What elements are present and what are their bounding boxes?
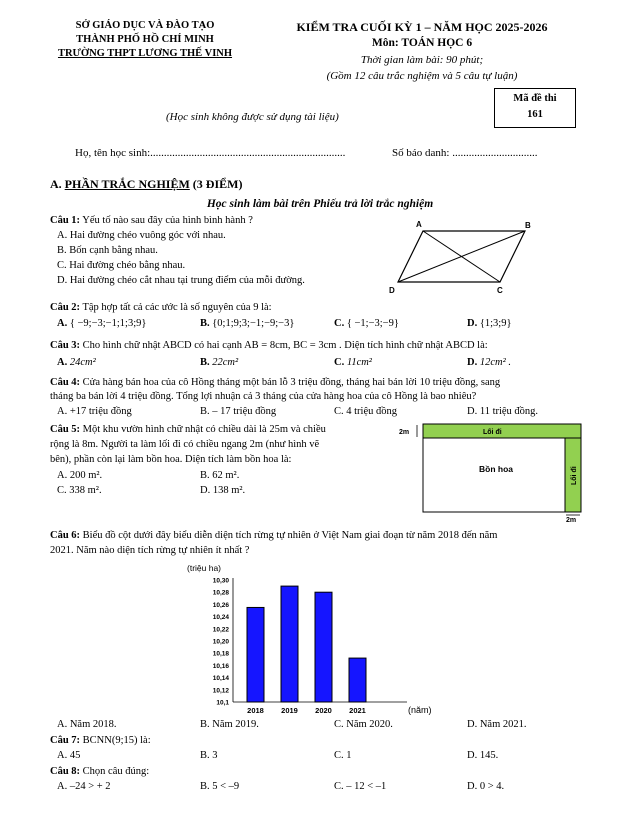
q4-option-d: D. 11 triệu đồng. [467,406,539,417]
q8-label: Câu 8: [50,766,81,777]
path-top-label: Lối đi [483,429,502,436]
city-name: THÀNH PHỐ HỒ CHÍ MINH [76,34,214,45]
q4-option-a: A. +17 triệu đồng [57,406,132,417]
q7-option-b: B. 3 [200,750,218,761]
chart-bar-2020 [315,592,332,702]
q2-option-a [57,318,146,329]
q1-label: Câu 1: [50,215,81,226]
q7-text: BCNN(9;15) là: [80,735,151,746]
q2-key-d: D. [467,318,478,329]
question-5 [50,424,326,435]
q8-option-c: C. – 12 < –1 [334,781,387,792]
q1-option-c: C. Hai đường chéo bằng nhau. [57,260,186,271]
section-instruction: Học sinh làm bài trên Phiếu trả lời trắc nghiệm [206,198,434,210]
chart-x-ticks [247,706,366,715]
q5-option-a: A. 200 m². [57,470,103,481]
q4-line1: Cửa hàng bán hoa của cô Hồng tháng một bán lỗ 3 triệu đồng, tháng hai bán lời 10 triệu đồng, sang [80,377,501,388]
q3-option-c [334,357,372,368]
q3-option-d [467,357,511,368]
vertex-c-label: C [497,286,503,295]
chart-y-tick-label: 10,12 [212,687,229,695]
vertex-d-label: D [389,286,395,295]
q3-text: Cho hình chữ nhật ABCD có hai cạnh AB = 8cm, BC = 3cm . Diện tích hình chữ nhật ABCD là: [80,340,488,351]
question-6 [50,530,497,541]
chart-bar-2021 [349,658,366,702]
q2-label: Câu 2: [50,302,81,313]
department-name: SỞ GIÁO DỤC VÀ ĐÀO TẠO [75,20,215,31]
q5-label: Câu 5: [50,424,81,435]
chart-y-tick-label: 10,1 [216,699,229,707]
q2-key-a: A. [57,318,68,329]
q4-option-c: C. 4 triệu đồng [334,406,397,417]
question-1 [50,215,253,226]
q6-line1: Biểu đồ cột dưới đây biểu diễn diện tích rừng tự nhiên ở Việt Nam giai đoạn từ năm 2018 đến năm [80,530,498,541]
q2-value-c: { −1;−3;−9} [346,318,399,329]
top-path [423,424,581,438]
q2-option-c [334,318,399,329]
bottom-width-label: 2m [566,517,577,524]
chart-y-tick-label: 10,16 [212,662,229,670]
q1-text: Yếu tố nào sau đây của hình bình hành ? [80,215,253,226]
q1-option-d: D. Hai đường chéo cắt nhau tại trung điểm của mỗi đường. [57,275,305,286]
q2-value-d: {1;3;9} [479,318,512,329]
q1-option-a: A. Hai đường chéo vuông góc với nhau. [57,230,226,241]
chart-y-ticks [213,578,230,707]
q6-option-c: C. Năm 2020. [334,719,393,730]
q5-option-b: B. 62 m². [200,470,240,481]
chart-y-tick-label: 10,22 [212,626,229,634]
exam-title: KIỂM TRA CUỐI KỲ 1 – NĂM HỌC 2025-2026 [296,20,548,34]
chart-y-tick-label: 10,24 [212,614,229,622]
q2-value-a: { −9;−3;−1;1;3;9} [69,318,147,329]
q5-line1: Một khu vườn hình chữ nhật có chiều dài là 25m và chiều [80,424,326,435]
path-right-label: Lối đi [571,466,578,485]
subject: Môn: TOÁN HỌC 6 [371,37,473,49]
question-7 [50,735,151,746]
q5-line3: bên), phần còn lại làm bồn hoa. Diện tích làm bồn hoa là: [50,454,292,465]
student-name-field: Họ, tên học sinh:....................................................................... [75,147,346,159]
chart-x-tick-label: 2021 [349,706,366,715]
q2-value-b: {0;1;9;3;−1;−9;−3} [212,318,295,329]
q1-option-b: B. Bốn cạnh bằng nhau. [57,245,158,256]
q4-line2: tháng ba bán lời 4 triệu đồng. Tổng lợi nhuận cả 3 tháng của cửa hàng hoa của cô Hồng là bao nhiêu? [50,391,477,402]
q6-label: Câu 6: [50,530,81,541]
q8-option-a: A. –24 > + 2 [57,781,111,792]
chart-bar-2019 [281,586,298,702]
question-4 [50,377,500,388]
chart-y-tick-label: 10,28 [212,589,229,597]
q3-value-d: 12cm² . [479,357,511,368]
q3-label: Câu 3: [50,340,81,351]
exam-structure: (Gồm 12 câu trắc nghiệm và 5 câu tự luận) [326,70,518,82]
q6-option-d: D. Năm 2021. [467,719,527,730]
q2-option-b [200,318,294,329]
q8-option-b: B. 5 < –9 [200,781,240,792]
top-width-label: 2m [399,429,410,436]
chart-y-tick-label: 10,26 [212,601,229,609]
chart-x-axis-label: (năm) [408,705,432,715]
chart-y-axis-label: (triệu ha) [187,563,222,573]
exam-code-value: 161 [527,109,543,120]
q3-key-a: A. [57,357,68,368]
section-a-points: (3 ĐIỂM) [189,177,243,191]
q3-value-c: 11cm² [346,357,372,368]
no-documents-note: (Học sinh không được sử dụng tài liệu) [166,111,339,123]
q7-option-c: C. 1 [334,750,352,761]
parallelogram-figure [385,218,535,296]
chart-y-tick-label: 10,30 [212,577,229,585]
q2-option-d [467,318,512,329]
q7-option-a: A. 45 [57,750,81,761]
q2-key-b: B. [200,318,210,329]
chart-y-tick-label: 10,14 [212,675,229,683]
chart-y-tick-label: 10,18 [212,650,229,658]
q2-key-c: C. [334,318,345,329]
flower-bed-label: Bồn hoa [479,464,513,474]
q5-line2: rộng là 8m. Người ta làm lối đi có chiều ngang 2m (như hình vẽ [50,439,320,450]
q5-option-c: C. 338 m². [57,485,102,496]
q4-option-b: B. – 17 triệu đồng [200,406,277,417]
q5-option-d: D. 138 m². [200,485,246,496]
diagonal-bd [398,231,525,282]
vertex-b-label: B [525,221,531,230]
forest-area-chart [165,560,455,718]
q3-key-d: D. [467,357,478,368]
q3-value-b: 22cm² [212,357,239,368]
section-a-name: PHẦN TRẮC NGHIỆM [64,177,190,191]
q3-option-b [200,357,238,368]
question-3 [50,340,488,351]
exam-time: Thời gian làm bài: 90 phút; [360,54,484,66]
chart-y-tick-label: 10,20 [212,638,229,646]
q6-option-b: B. Năm 2019. [200,719,259,730]
q3-key-c: C. [334,357,345,368]
exam-code-box [494,88,576,128]
chart-x-tick-label: 2018 [247,706,264,715]
chart-x-tick-label: 2020 [315,706,332,715]
q6-option-a: A. Năm 2018. [57,719,117,730]
chart-bars [247,586,366,702]
exam-code-label: Mã đề thi [513,93,557,104]
q3-option-a [57,357,96,368]
section-a-prefix: A. [50,177,65,191]
chart-bar-2018 [247,607,264,702]
school-name: TRƯỜNG THPT LƯƠNG THẾ VINH [57,48,233,59]
q6-line2: 2021. Năm nào diện tích rừng tự nhiên ít nhất ? [50,545,250,556]
q3-key-b: B. [200,357,210,368]
q3-value-a: 24cm² [69,357,96,368]
section-a-title [50,177,242,192]
garden-figure [395,421,595,524]
chart-x-tick-label: 2019 [281,706,298,715]
q4-label: Câu 4: [50,377,81,388]
question-2 [50,302,272,313]
q2-text: Tập hợp tất cả các ước là số nguyên của 9 là: [80,302,272,313]
q7-label: Câu 7: [50,735,81,746]
question-8 [50,766,149,777]
student-id-field: Số báo danh: ............................... [392,147,538,159]
q8-text: Chọn câu đúng: [80,766,150,777]
q7-option-d: D. 145. [467,750,499,761]
vertex-a-label: A [416,220,422,229]
q8-option-d: D. 0 > 4. [467,781,505,792]
